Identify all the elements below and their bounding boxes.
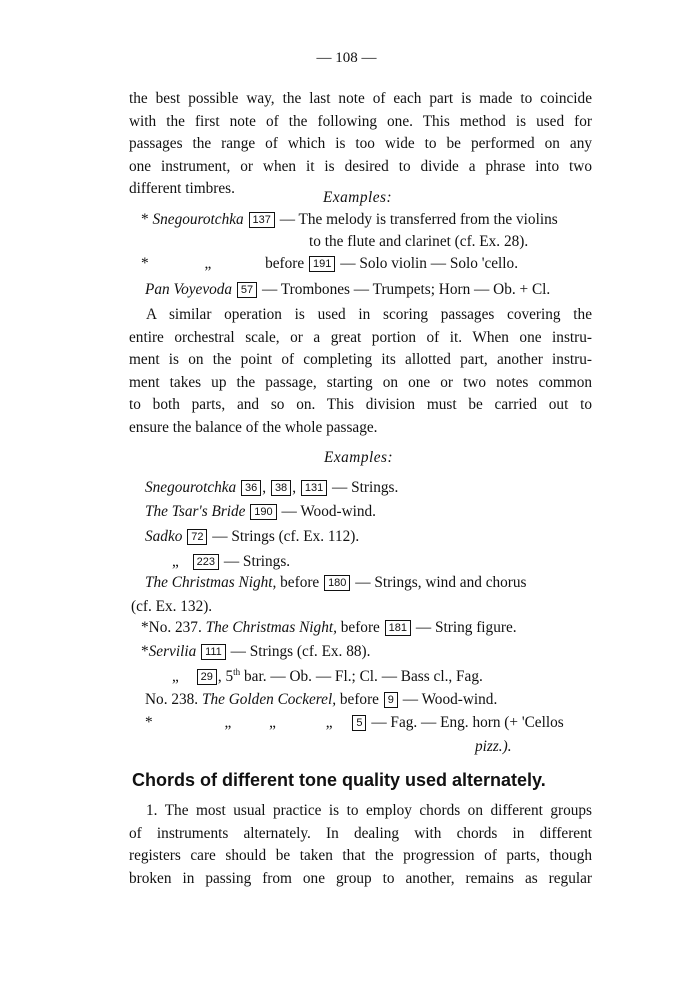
text-line: to both parts, and so on. This division must be carried out to bbox=[129, 396, 592, 413]
rehearsal-number: 180 bbox=[324, 575, 350, 591]
paragraph-2 bbox=[129, 304, 592, 439]
text-line: of instruments alternately. In dealing with chords in different bbox=[129, 824, 592, 842]
example-row bbox=[141, 619, 517, 637]
example-text: — Wood-wind. bbox=[281, 503, 376, 520]
footnote-star: * bbox=[145, 714, 153, 731]
example-text: — The melody is transferred from the violins bbox=[279, 211, 558, 228]
example-row bbox=[145, 574, 526, 592]
text-line: entire orchestral scale, or a great portion of it. When one instru- bbox=[129, 328, 592, 346]
work-title: The Golden Cockerel, bbox=[201, 691, 337, 708]
text-line: broken in passing from one group to another, remains as regular bbox=[129, 869, 592, 887]
work-title: Servilia bbox=[148, 643, 197, 660]
text-line: registers care should be taken that the progression of parts, though bbox=[129, 847, 592, 864]
example-row bbox=[145, 281, 550, 299]
rehearsal-number: 36 bbox=[241, 480, 261, 496]
example-continuation: (cf. Ex. 132). bbox=[131, 598, 213, 615]
rehearsal-number: 137 bbox=[249, 212, 275, 228]
before-label: before bbox=[340, 619, 380, 636]
text-line: 1. The most usual practice is to employ chords on different groups bbox=[146, 802, 592, 819]
rehearsal-number: 9 bbox=[384, 692, 398, 708]
bar-number: , 5 bbox=[217, 668, 234, 686]
before-label: before bbox=[280, 574, 320, 591]
example-text: — Wood-wind. bbox=[402, 691, 498, 708]
text-line: A similar operation is used in scoring passages covering the bbox=[146, 306, 592, 323]
example-text: — Trombones — Trumpets; Horn — Ob. + Cl. bbox=[261, 281, 551, 298]
work-title: Pan Voyevoda bbox=[145, 281, 233, 298]
example-row bbox=[145, 503, 376, 521]
example-text: — Fag. — Eng. horn (+ 'Cellos bbox=[371, 714, 564, 731]
example-row bbox=[172, 553, 290, 571]
example-text: — Strings, wind and chorus bbox=[355, 574, 527, 591]
example-row bbox=[172, 667, 483, 686]
text-line: with the first note of the following one. This method is used for bbox=[129, 112, 592, 130]
footnote-star: * bbox=[141, 619, 149, 636]
example-text: — Strings (cf. Ex. 112). bbox=[212, 528, 360, 545]
example-number: No. 238. bbox=[145, 691, 199, 708]
work-title: The Christmas Night, bbox=[145, 574, 277, 591]
work-title: Snegourotchka bbox=[145, 479, 237, 496]
example-text: — Strings (cf. Ex. 88). bbox=[230, 643, 371, 660]
rehearsal-number: 181 bbox=[385, 620, 411, 636]
paragraph-3 bbox=[129, 800, 592, 890]
rehearsal-number: 131 bbox=[301, 480, 327, 496]
example-row bbox=[145, 691, 497, 709]
rehearsal-number: 29 bbox=[197, 669, 217, 685]
example-row bbox=[145, 714, 564, 732]
text-line: one instrument, or when it is desired to divide a phrase into two bbox=[129, 157, 592, 175]
example-row bbox=[141, 211, 558, 229]
example-text: — String figure. bbox=[415, 619, 517, 636]
footnote-star: * bbox=[141, 211, 149, 228]
work-title: The Christmas Night, bbox=[205, 619, 337, 636]
example-text: — Strings. bbox=[332, 479, 399, 496]
ditto-mark: „ bbox=[224, 714, 232, 731]
text-line: ment takes up the passage, starting on one or two notes common bbox=[129, 373, 592, 391]
ditto-mark: „ bbox=[325, 714, 333, 731]
example-row: Snegourotchka 36 , 38 , 131 — Strings. bbox=[145, 479, 399, 496]
rehearsal-number: 223 bbox=[193, 554, 219, 570]
example-number: No. 237. bbox=[148, 619, 202, 636]
rehearsal-number: 190 bbox=[250, 504, 276, 520]
before-label: before bbox=[339, 691, 379, 708]
example-text: bar. — Ob. — Fl.; Cl. — Bass cl., Fag. bbox=[240, 668, 483, 686]
example-row bbox=[145, 528, 359, 546]
work-title: Sadko bbox=[145, 528, 183, 545]
footnote-star: * bbox=[141, 255, 149, 272]
ditto-mark: „ bbox=[204, 255, 212, 272]
example-text: — Strings. bbox=[223, 553, 291, 570]
text-line: ment is on the point of completing its allotted part, another instru- bbox=[129, 351, 592, 368]
examples-heading: Examples: bbox=[324, 449, 394, 466]
text-line: ensure the balance of the whole passage. bbox=[129, 418, 378, 436]
rehearsal-number: 72 bbox=[187, 529, 207, 545]
ditto-mark: „ bbox=[172, 553, 179, 570]
text-line: different timbres. bbox=[129, 180, 235, 197]
example-text: — Solo violin — Solo 'cello. bbox=[340, 255, 519, 272]
section-heading: Chords of different tone quality used alternately. bbox=[132, 770, 546, 790]
rehearsal-number: 57 bbox=[237, 282, 257, 298]
example-continuation: to the flute and clarinet (cf. Ex. 28). bbox=[309, 233, 529, 250]
work-title: The Tsar's Bride bbox=[145, 503, 246, 520]
text-line: passages the range of which is too wide to be performed on any bbox=[129, 135, 592, 152]
page-number: — 108 — bbox=[316, 50, 377, 66]
rehearsal-number: 191 bbox=[309, 256, 335, 272]
paragraph-1 bbox=[129, 88, 592, 201]
before-label: before bbox=[265, 255, 305, 272]
ditto-mark: „ bbox=[172, 668, 179, 686]
rehearsal-number: 38 bbox=[271, 480, 291, 496]
rehearsal-number: 5 bbox=[352, 715, 366, 731]
ditto-mark: „ bbox=[269, 714, 276, 731]
work-title: Snegourotchka bbox=[152, 211, 244, 228]
example-row bbox=[141, 643, 370, 661]
example-row bbox=[141, 255, 518, 273]
text-line: the best possible way, the last note of each part is made to coincide bbox=[129, 90, 592, 107]
ordinal-suffix: th bbox=[233, 667, 241, 677]
examples-heading: Examples: bbox=[323, 189, 393, 206]
rehearsal-number: 111 bbox=[201, 644, 226, 660]
example-continuation: pizz.). bbox=[475, 738, 512, 755]
footnote-star: * bbox=[141, 643, 149, 660]
